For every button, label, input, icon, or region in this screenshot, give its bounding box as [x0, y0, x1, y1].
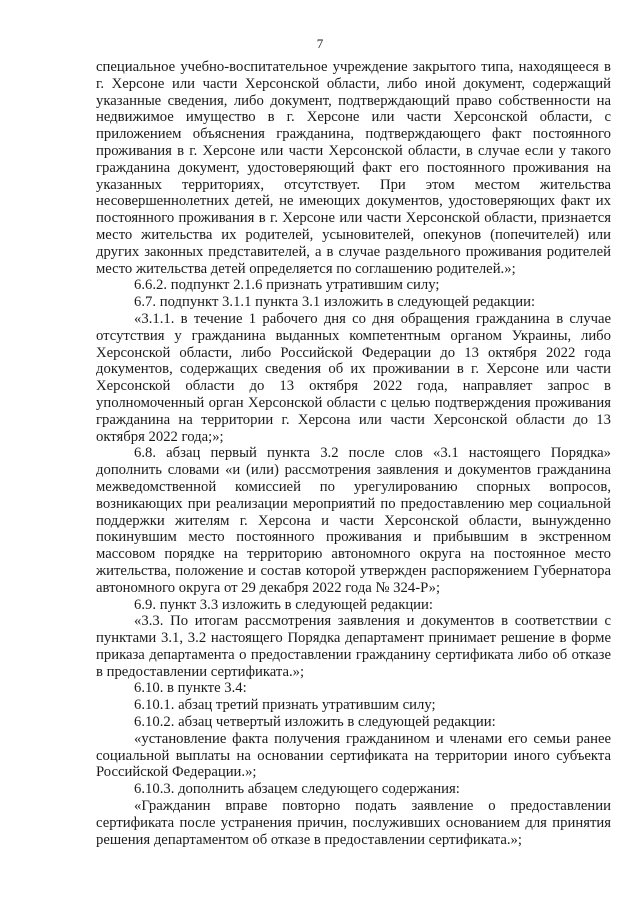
- paragraph-3-1-1-quote: «3.1.1. в течение 1 рабочего дня со дня обращения гражданина в случае отсутствия у гражданина выданных компетентным органом Украины, либо Херсонской области, либо Российской Федерации до 13 октября 2022 года документов, содержащих сведения об их проживании в г. Херсоне или части Херсонской области до 13 октября 2022 года, направляет запрос в уполномоченный орган Херсонской области с целью подтверждения проживания гражданина на территории г. Херсона или части Херсонской области до 13 октября 2022 года;»;: [96, 310, 611, 445]
- paragraph-new-abzac-quote: «Гражданин вправе повторно подать заявление о предоставлении сертификата после устранения причин, послуживших основанием для принятия решения департаментом об отказе в предоставлении сертификата.»;: [96, 798, 611, 848]
- paragraph-continuation: специальное учебно-воспитательное учреждение закрытого типа, находящееся в г. Херсоне или части Херсонской области, либо иной документ, содержащий указанные сведения, либо документ, подтверждающий право собственности на недвижимое имущество в г. Херсоне или части Херсонской области, с приложением объяснения гражданина, подтверждающего факт постоянного проживания в г. Херсоне или части Херсонской области, в случае если у такого гражданина документ, удостоверяющий факт его постоянного проживания на указанных территориях, отсутствует. При этом местом жительства несовершеннолетних детей, не имеющих документов, удостоверяющих факт их постоянного проживания в г. Херсоне или части Херсонской области, признается место жительства их родителей, усыновителей, опекунов (попечителей) или других законных представителей, а в случае раздельного проживания родителей место жительства детей определяется по соглашению родителей.»;: [96, 59, 611, 277]
- paragraph-6-10-1: 6.10.1. абзац третий признать утратившим силу;: [134, 697, 436, 714]
- paragraph-6-9: 6.9. пункт 3.3 изложить в следующей редакции:: [134, 596, 433, 613]
- paragraph-6-10: 6.10. в пункте 3.4:: [134, 680, 247, 697]
- document-body: [96, 59, 611, 848]
- paragraph-6-10-2: 6.10.2. абзац четвертый изложить в следующей редакции:: [134, 714, 496, 731]
- paragraph-3-3-quote: «3.3. По итогам рассмотрения заявления и документов в соответствии с пунктами 3.1, 3.2 настоящего Порядка департамент принимает решение в форме приказа департамента о предоставлении гражданину сертификата либо об отказе в предоставлении сертификата.»;: [96, 613, 611, 680]
- paragraph-6-8: 6.8. абзац первый пункта 3.2 после слов «3.1 настоящего Порядка» дополнить словами «и (или) рассмотрения заявления и документов гражданина межведомственной комиссией по урегулированию спорных вопросов, возникающих при реализации мероприятий по предоставлению мер социальной поддержки жителям г. Херсона и части Херсонской области, вынужденно покинувшим место постоянного проживания и прибывшим в экстренном массовом порядке на территорию автономного округа на постоянное место жительства, положение и состав которой утвержден распоряжением Губернатора автономного округа от 29 декабря 2022 года № 324-Р»;: [96, 445, 611, 596]
- paragraph-6-7: 6.7. подпункт 3.1.1 пункта 3.1 изложить в следующей редакции:: [134, 294, 536, 311]
- paragraph-abzac-4-quote: «установление факта получения гражданином и членами его семьи ранее социальной выплаты на основании сертификата на территории иного субъекта Российской Федерации.»;: [96, 730, 611, 781]
- page-number: 7: [316, 36, 324, 51]
- paragraph-6-6-2: 6.6.2. подпункт 2.1.6 признать утратившим силу;: [134, 277, 440, 294]
- paragraph-6-10-3: 6.10.3. дополнить абзацем следующего содержания:: [134, 781, 460, 798]
